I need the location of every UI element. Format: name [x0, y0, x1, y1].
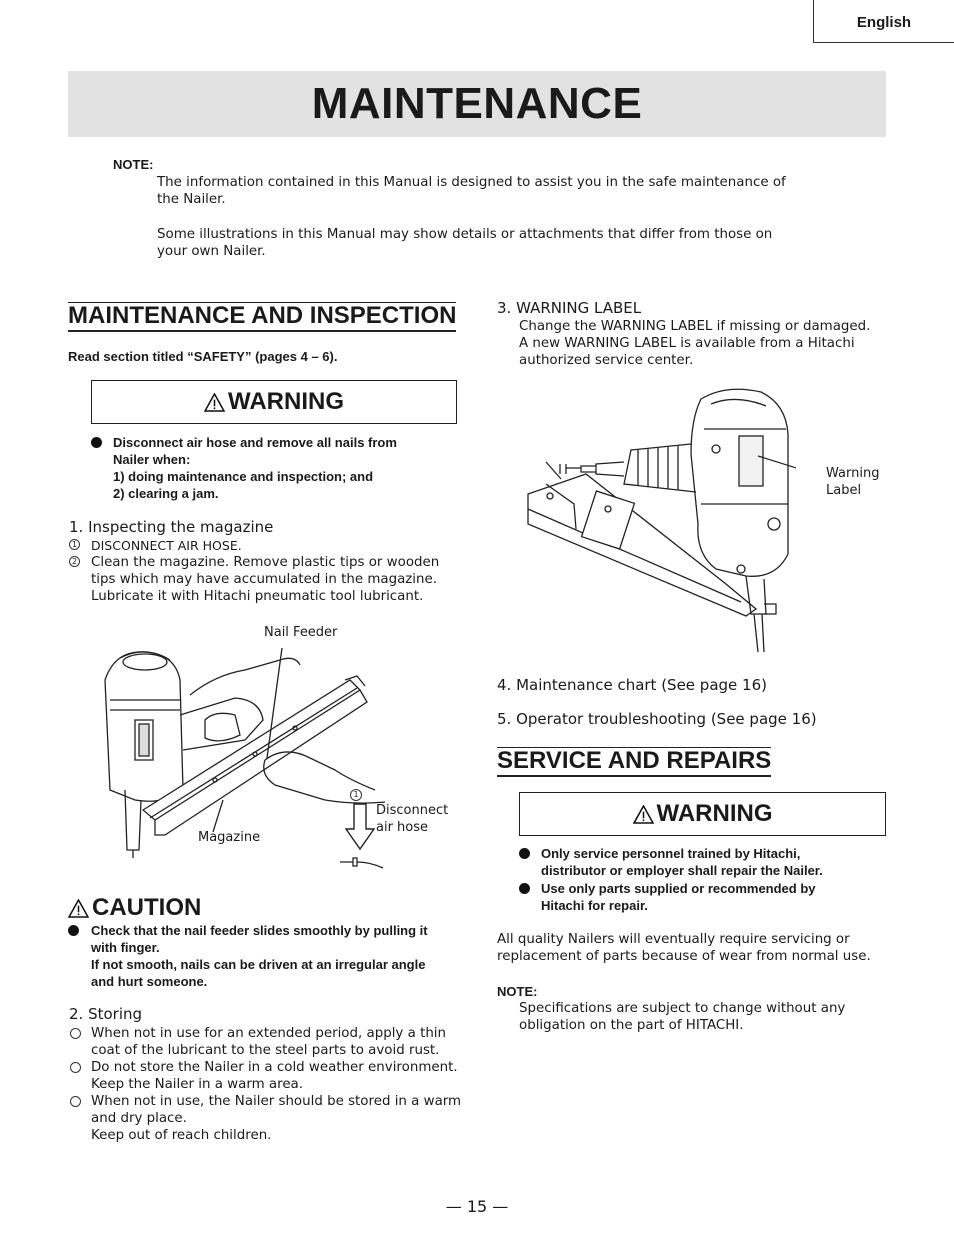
note-line: the Nailer.	[157, 192, 226, 207]
open-circle-bullet-icon	[70, 1062, 81, 1073]
service-line: Hitachi for repair.	[541, 898, 648, 913]
storing-line: Keep the Nailer in a warm area.	[91, 1077, 304, 1092]
item3-text	[519, 318, 919, 369]
service-bullet	[519, 845, 899, 879]
service-line: distributor or employer shall repair the Nailer.	[541, 863, 823, 878]
warning-label-illustration	[526, 384, 796, 654]
service-line: Only service personnel trained by Hitachi,	[541, 846, 801, 861]
circled-number-icon: 2	[69, 556, 80, 567]
service-para-line: replacement of parts because of wear from normal use.	[497, 949, 871, 964]
warning-triangle-icon	[68, 899, 89, 918]
item1-title: 1. Inspecting the magazine	[69, 518, 274, 536]
storing-item	[69, 1059, 469, 1093]
item5-title: 5. Operator troubleshooting (See page 16)	[497, 710, 817, 728]
open-circle-bullet-icon	[70, 1096, 81, 1107]
bullet-dot-icon	[91, 437, 102, 448]
service-repairs-heading: SERVICE AND REPAIRS	[497, 747, 771, 777]
service-paragraph	[497, 931, 917, 965]
caution-line: If not smooth, nails can be driven at an irregular angle	[91, 957, 426, 972]
note-line: Specifications are subject to change without any	[519, 1001, 846, 1016]
storing-line: When not in use, the Nailer should be stored in a warm	[91, 1094, 462, 1109]
warning-triangle-icon	[633, 805, 654, 824]
callout-line: Label	[826, 483, 862, 498]
callout-line: Warning	[826, 466, 880, 481]
step-line: Lubricate it with Hitachi pneumatic tool lubricant.	[91, 589, 424, 604]
storing-line: Keep out of reach children.	[91, 1128, 272, 1143]
storing-line: Do not store the Nailer in a cold weather environment.	[91, 1060, 458, 1075]
warning-triangle-icon	[204, 393, 225, 412]
bullet-dot-icon	[68, 925, 79, 936]
page-number: — 15 —	[445, 1197, 509, 1216]
circled-number-icon: 1	[69, 539, 80, 550]
storing-item	[69, 1025, 469, 1059]
storing-item	[69, 1093, 469, 1144]
item3-line: Change the WARNING LABEL if missing or damaged.	[519, 319, 871, 334]
service-para-line: All quality Nailers will eventually require servicing or	[497, 932, 850, 947]
warning-label-callout	[826, 465, 879, 499]
caution-line: with finger.	[91, 940, 160, 955]
step-line: tips which may have accumulated in the magazine.	[91, 572, 438, 587]
warning-box	[91, 380, 457, 424]
circled-number-icon: 1	[350, 789, 362, 801]
warning-bullet	[91, 434, 461, 502]
warning-line: Nailer when:	[113, 452, 191, 467]
page-title: MAINTENANCE	[68, 71, 886, 137]
nail-feeder-label: Nail Feeder	[264, 625, 338, 640]
read-section-note: Read section titled “SAFETY” (pages 4 – 6).	[68, 349, 338, 364]
note-text	[157, 174, 807, 260]
storing-line: and dry place.	[91, 1111, 187, 1126]
down-arrow-icon	[345, 803, 375, 851]
note-label: NOTE:	[497, 984, 538, 999]
item3-line: authorized service center.	[519, 353, 694, 368]
bullet-dot-icon	[519, 883, 530, 894]
note-label: NOTE:	[113, 157, 154, 172]
open-circle-bullet-icon	[70, 1028, 81, 1039]
note-line: The information contained in this Manual is designed to assist you in the safe maintenance of	[157, 175, 786, 190]
disconnect-line: air hose	[376, 820, 429, 835]
item3-line: A new WARNING LABEL is available from a Hitachi	[519, 336, 855, 351]
maintenance-inspection-heading: MAINTENANCE AND INSPECTION	[68, 302, 456, 332]
note-line: obligation on the part of HITACHI.	[519, 1018, 744, 1033]
item2-title: 2. Storing	[69, 1005, 143, 1023]
service-line: Use only parts supplied or recommended by	[541, 881, 816, 896]
caution-line: Check that the nail feeder slides smoothly by pulling it	[91, 923, 428, 938]
step-text: DISCONNECT AIR HOSE.	[91, 538, 242, 553]
disconnect-line: Disconnect	[376, 803, 449, 818]
item4-title: 4. Maintenance chart (See page 16)	[497, 676, 767, 694]
warning-line: 2) clearing a jam.	[113, 486, 219, 501]
caution-heading	[68, 894, 201, 922]
service-bullet	[519, 880, 899, 914]
disconnect-label	[376, 802, 448, 836]
storing-line: coat of the lubricant to the steel parts to avoid rust.	[91, 1043, 440, 1058]
storing-line: When not in use for an extended period, apply a thin	[91, 1026, 447, 1041]
caution-title: CAUTION	[92, 894, 202, 921]
language-tab: English	[813, 0, 954, 43]
item1-step2	[69, 554, 464, 605]
item1-step1	[69, 537, 459, 554]
service-note-text	[519, 1000, 919, 1034]
step-line: Clean the magazine. Remove plastic tips or wooden	[91, 555, 440, 570]
bullet-dot-icon	[519, 848, 530, 859]
magazine-label: Magazine	[198, 830, 261, 845]
caution-bullet	[68, 922, 468, 990]
item3-title: 3. WARNING LABEL	[497, 299, 642, 317]
note-line: your own Nailer.	[157, 244, 266, 259]
note-line: Some illustrations in this Manual may show details or attachments that differ from those on	[157, 227, 773, 242]
warning-line: Disconnect air hose and remove all nails from	[113, 435, 397, 450]
caution-line: and hurt someone.	[91, 974, 208, 989]
warning-title: WARNING	[656, 800, 773, 827]
warning-title: WARNING	[228, 388, 344, 415]
warning-line: 1) doing maintenance and inspection; and	[113, 469, 374, 484]
warning-box	[519, 792, 886, 836]
